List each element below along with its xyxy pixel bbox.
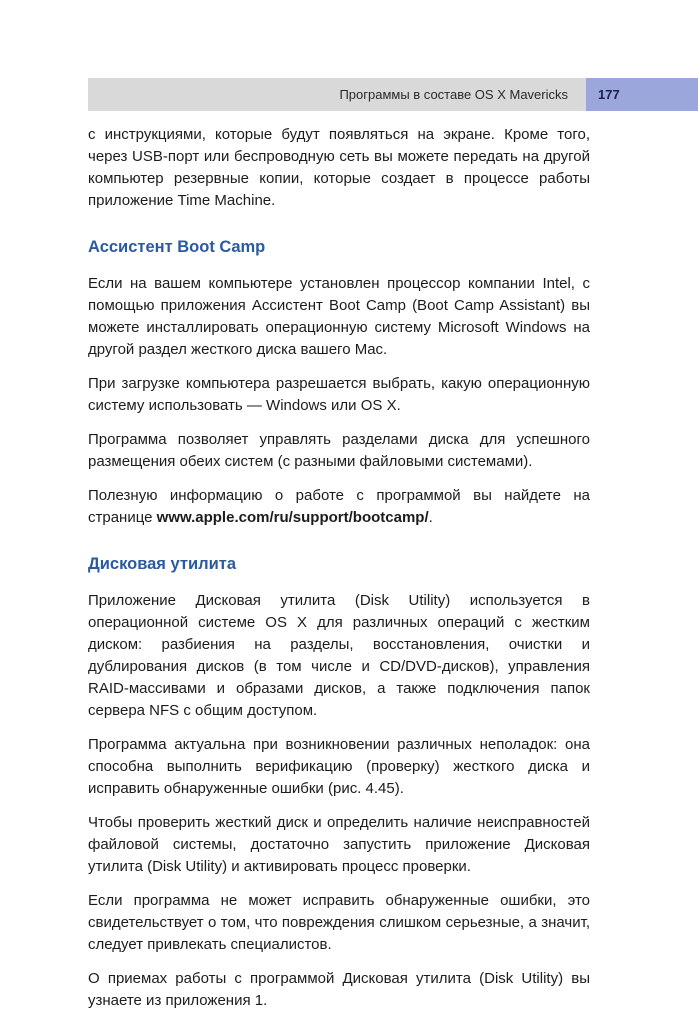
section-heading-bootcamp: Ассистент Boot Camp (88, 238, 266, 256)
bootcamp-paragraph-4-end: . (428, 509, 433, 526)
bootcamp-paragraph-2: При загрузке компьютера разрешается выбрать, какую операционную систему использовать — Windows или OS X. (88, 375, 590, 414)
intro-paragraph: с инструкциями, которые будут появляться на экране. Кроме того, через USB-порт или беспроводную сеть вы можете передать на другой компьютер резервные копии, которые создает в процессе работы приложение Time Machine. (88, 126, 590, 209)
page-number: 177 (586, 78, 698, 111)
bootcamp-url: www.apple.com/ru/support/bootcamp/ (156, 509, 429, 526)
header-title: Программы в составе OS X Mavericks (88, 78, 586, 111)
bootcamp-paragraph-1: Если на вашем компьютере установлен процессор компании Intel, с помощью приложения Ассистент Boot Camp (Boot Camp Assistant) вы можете инсталлировать операционную систему Microsoft Windows на другой раздел жесткого диска вашего Mac. (88, 275, 590, 358)
bootcamp-paragraph-3: Программа позволяет управлять разделами диска для успешного размещения обеих систем (с разными файловыми системами). (88, 431, 590, 470)
disk-utility-paragraph-4: Если программа не может исправить обнаруженные ошибки, это свидетельствует о том, что повреждения слишком серьезные, а значит, следует привлекать специалистов. (88, 892, 590, 953)
section-heading-disk-utility: Дисковая утилита (88, 555, 236, 573)
bootcamp-paragraph-4-text: Полезную информацию о работе с программой вы найдете на странице (88, 487, 590, 526)
disk-utility-paragraph-1: Приложение Дисковая утилита (Disk Utility) используется в операционной системе OS X для различных операций с жестким диском: разбиения на разделы, восстановления, очистки и дублирования дисков (в том числе и CD/DVD-дисков), управления RAID-массивами и образами дисков, а также подключения папок сервера NFS с общим доступом. (88, 592, 590, 719)
disk-utility-paragraph-3: Чтобы проверить жесткий диск и определить наличие неисправностей файловой системы, достаточно запустить приложение Дисковая утилита (Disk Utility) и активировать процесс проверки. (88, 814, 590, 875)
bootcamp-paragraph-4 (88, 485, 590, 529)
disk-utility-paragraph-2: Программа актуальна при возникновении различных неполадок: она способна выполнить верификацию (проверку) жесткого диска и исправить обнаруженные ошибки (рис. 4.45). (88, 736, 590, 797)
disk-utility-paragraph-5: О приемах работы с программой Дисковая утилита (Disk Utility) вы узнаете из приложения 1. (88, 970, 590, 1009)
running-header (88, 78, 698, 111)
page-content (88, 124, 590, 1024)
